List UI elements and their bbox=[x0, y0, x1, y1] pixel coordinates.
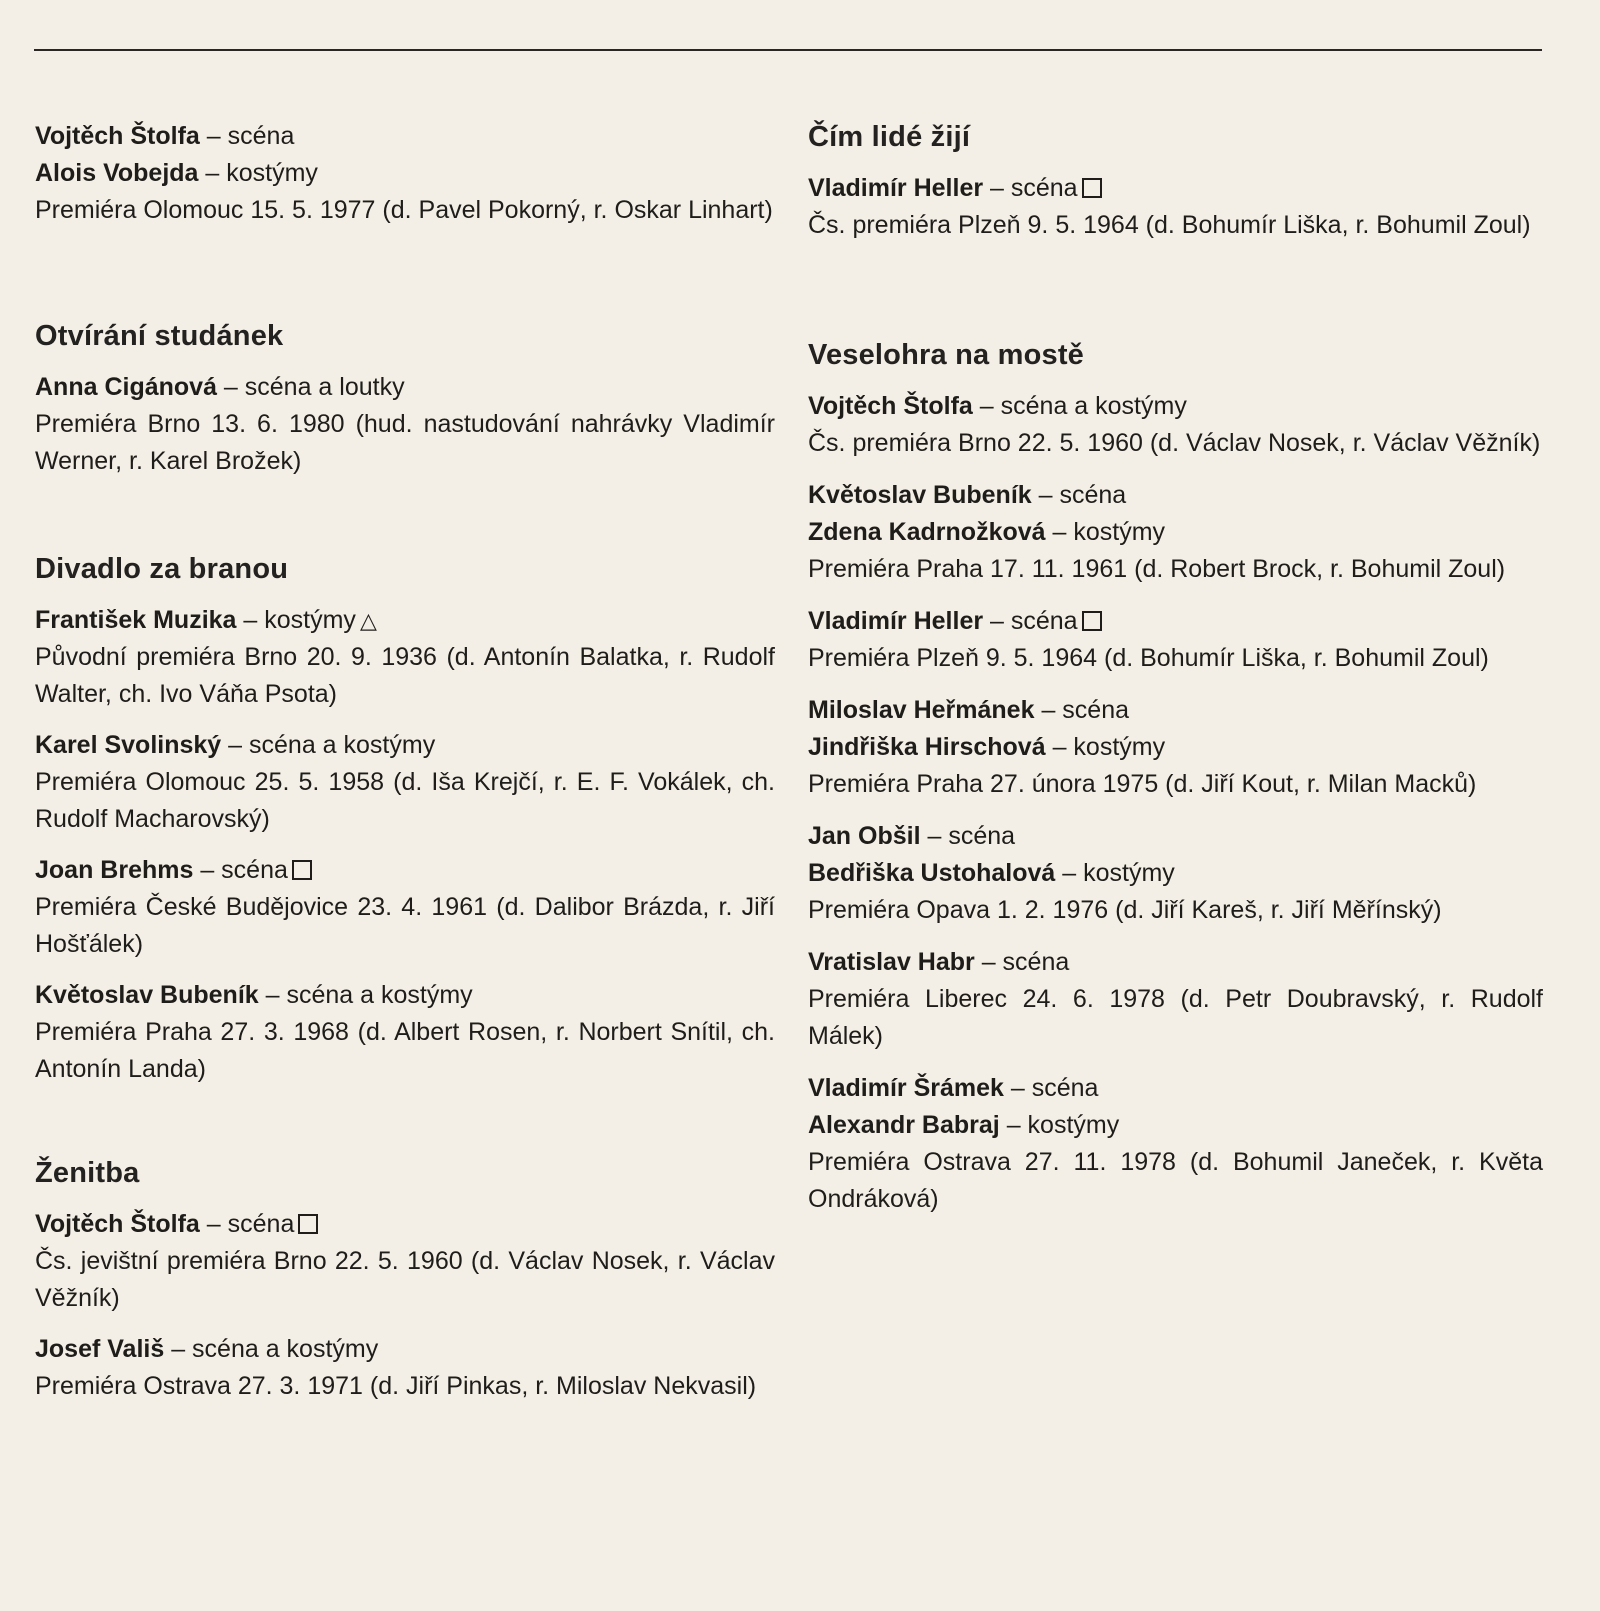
play-section bbox=[35, 550, 775, 1088]
credit-line bbox=[35, 1331, 775, 1368]
premiere-info: Premiéra Olomouc 15. 5. 1977 (d. Pavel Pokorný, r. Oskar Linhart) bbox=[35, 196, 773, 224]
artist-role: – scéna a kostýmy bbox=[972, 392, 1187, 420]
artist-name: Vratislav Habr bbox=[808, 948, 975, 976]
credit-line bbox=[808, 692, 1543, 729]
credit-entry bbox=[35, 118, 775, 229]
credit-entry bbox=[808, 170, 1543, 244]
credit-line bbox=[808, 514, 1543, 551]
credit-line bbox=[808, 1070, 1543, 1107]
play-section bbox=[808, 118, 1543, 244]
credit-line bbox=[808, 603, 1543, 640]
square-mark-icon bbox=[1082, 178, 1102, 198]
credit-entry bbox=[35, 602, 775, 713]
artist-role: – kostýmy bbox=[1055, 859, 1175, 887]
artist-role: – kostýmy bbox=[1045, 518, 1166, 546]
triangle-mark-icon: △ bbox=[359, 608, 377, 633]
square-mark-icon bbox=[292, 860, 312, 880]
artist-name: Alois Vobejda bbox=[35, 159, 199, 187]
premiere-info: Premiéra Brno 13. 6. 1980 (hud. nastudování nahrávky Vladimír Werner, r. Karel Brožek) bbox=[35, 410, 775, 475]
header-rule bbox=[34, 49, 1542, 51]
credit-line bbox=[808, 170, 1543, 207]
credit-line bbox=[808, 477, 1543, 514]
artist-name: Vojtěch Štolfa bbox=[35, 1210, 200, 1238]
credit-line bbox=[35, 369, 775, 406]
artist-role: – scéna bbox=[920, 822, 1016, 850]
artist-role: – scéna bbox=[983, 607, 1078, 635]
artist-name: Bedřiška Ustohalová bbox=[808, 859, 1056, 887]
premiere-info: Premiéra Liberec 24. 6. 1978 (d. Petr Doubravský, r. Rudolf Málek) bbox=[808, 985, 1543, 1050]
credit-line bbox=[35, 852, 775, 889]
premiere-info: Premiéra Olomouc 25. 5. 1958 (d. Iša Krejčí, r. E. F. Vokálek, ch. Rudolf Macharovský) bbox=[35, 768, 775, 833]
artist-role: – scéna a kostýmy bbox=[258, 981, 473, 1009]
artist-name: Vladimír Heller bbox=[808, 174, 984, 202]
artist-role: – scéna a loutky bbox=[216, 373, 405, 401]
premiere-info: Čs. premiéra Brno 22. 5. 1960 (d. Václav Nosek, r. Václav Věžník) bbox=[808, 429, 1541, 457]
premiere-info: Premiéra Praha 17. 11. 1961 (d. Robert Brock, r. Bohumil Zoul) bbox=[808, 555, 1506, 583]
credit-entry bbox=[808, 818, 1543, 929]
credit-entry bbox=[808, 603, 1543, 677]
credit-entry bbox=[35, 369, 775, 480]
credit-line bbox=[808, 818, 1543, 855]
artist-role: – scéna bbox=[974, 948, 1070, 976]
artist-role: – scéna a kostýmy bbox=[221, 731, 436, 759]
credit-entry bbox=[808, 388, 1543, 462]
premiere-info: Původní premiéra Brno 20. 9. 1936 (d. Antonín Balatka, r. Rudolf Walter, ch. Ivo Váňa Psota) bbox=[35, 643, 775, 708]
artist-name: Miloslav Heřmánek bbox=[808, 696, 1035, 724]
credit-line bbox=[35, 727, 775, 764]
left-column bbox=[35, 118, 775, 1405]
credit-line bbox=[808, 388, 1543, 425]
artist-name: Jan Obšil bbox=[808, 822, 921, 850]
play-title: Čím lidé žijí bbox=[808, 121, 971, 153]
artist-role: – scéna bbox=[1003, 1074, 1099, 1102]
artist-name: Karel Svolinský bbox=[35, 731, 222, 759]
square-mark-icon bbox=[298, 1214, 318, 1234]
premiere-info: Premiéra Praha 27. února 1975 (d. Jiří Kout, r. Milan Macků) bbox=[808, 770, 1477, 798]
credit-entry bbox=[35, 1331, 775, 1405]
play-title: Divadlo za branou bbox=[35, 553, 289, 585]
credit-line bbox=[808, 1107, 1543, 1144]
artist-name: Vojtěch Štolfa bbox=[35, 122, 200, 150]
artist-name: Anna Cigánová bbox=[35, 373, 217, 401]
credit-entry bbox=[808, 477, 1543, 588]
credit-entry bbox=[35, 852, 775, 963]
artist-role: – kostýmy bbox=[236, 606, 356, 634]
credit-entry bbox=[808, 1070, 1543, 1218]
artist-name: Zdena Kadrnožková bbox=[808, 518, 1046, 546]
artist-role: – scéna bbox=[199, 122, 295, 150]
credit-line bbox=[808, 855, 1543, 892]
premiere-info: Premiéra Praha 27. 3. 1968 (d. Albert Rosen, r. Norbert Snítil, ch. Antonín Landa) bbox=[35, 1018, 775, 1083]
artist-role: – kostýmy bbox=[198, 159, 318, 187]
credit-line bbox=[808, 729, 1543, 766]
play-section bbox=[35, 1154, 775, 1405]
premiere-info: Premiéra Ostrava 27. 11. 1978 (d. Bohumil Janeček, r. Květa Ondráková) bbox=[808, 1148, 1543, 1213]
credit-line bbox=[35, 977, 775, 1014]
play-title: Otvírání studánek bbox=[35, 320, 284, 352]
artist-role: – scéna a kostýmy bbox=[164, 1335, 379, 1363]
credit-line bbox=[808, 944, 1543, 981]
square-mark-icon bbox=[1082, 611, 1102, 631]
artist-name: Alexandr Babraj bbox=[808, 1111, 1000, 1139]
artist-name: Joan Brehms bbox=[35, 856, 194, 884]
artist-role: – scéna bbox=[1034, 696, 1130, 724]
artist-name: Vladimír Šrámek bbox=[808, 1074, 1004, 1102]
play-title: Ženitba bbox=[35, 1157, 140, 1189]
artist-name: Jindřiška Hirschová bbox=[808, 733, 1046, 761]
right-column bbox=[808, 118, 1543, 1218]
artist-name: František Muzika bbox=[35, 606, 237, 634]
artist-role: – scéna bbox=[983, 174, 1078, 202]
artist-role: – scéna bbox=[1031, 481, 1127, 509]
credit-entry bbox=[808, 692, 1543, 803]
premiere-info: Premiéra Plzeň 9. 5. 1964 (d. Bohumír Liška, r. Bohumil Zoul) bbox=[808, 644, 1489, 672]
artist-name: Josef Vališ bbox=[35, 1335, 165, 1363]
artist-role: – scéna bbox=[199, 1210, 295, 1238]
artist-role: – kostýmy bbox=[999, 1111, 1120, 1139]
credit-entry bbox=[808, 944, 1543, 1055]
premiere-info: Premiéra České Budějovice 23. 4. 1961 (d. Dalibor Brázda, r. Jiří Hošťálek) bbox=[35, 893, 775, 958]
premiere-info: Premiéra Opava 1. 2. 1976 (d. Jiří Kareš, r. Jiří Měřínský) bbox=[808, 896, 1442, 924]
credit-line bbox=[35, 118, 775, 155]
credit-entry bbox=[35, 977, 775, 1088]
artist-name: Květoslav Bubeník bbox=[35, 981, 259, 1009]
artist-name: Květoslav Bubeník bbox=[808, 481, 1032, 509]
play-section bbox=[808, 336, 1543, 1218]
credit-line bbox=[35, 602, 775, 639]
play-section bbox=[35, 317, 775, 480]
credit-entry bbox=[35, 1206, 775, 1317]
play-title: Veselohra na mostě bbox=[808, 339, 1084, 371]
premiere-info: Premiéra Ostrava 27. 3. 1971 (d. Jiří Pinkas, r. Miloslav Nekvasil) bbox=[35, 1372, 757, 1400]
artist-name: Vladimír Heller bbox=[808, 607, 984, 635]
credit-line bbox=[35, 155, 775, 192]
premiere-info: Čs. premiéra Plzeň 9. 5. 1964 (d. Bohumír Liška, r. Bohumil Zoul) bbox=[808, 211, 1531, 239]
artist-name: Vojtěch Štolfa bbox=[808, 392, 973, 420]
artist-role: – kostýmy bbox=[1045, 733, 1166, 761]
premiere-info: Čs. jevištní premiéra Brno 22. 5. 1960 (d. Václav Nosek, r. Václav Věžník) bbox=[35, 1247, 775, 1312]
credit-line bbox=[35, 1206, 775, 1243]
play-section bbox=[35, 118, 775, 229]
credit-entry bbox=[35, 727, 775, 838]
artist-role: – scéna bbox=[193, 856, 288, 884]
